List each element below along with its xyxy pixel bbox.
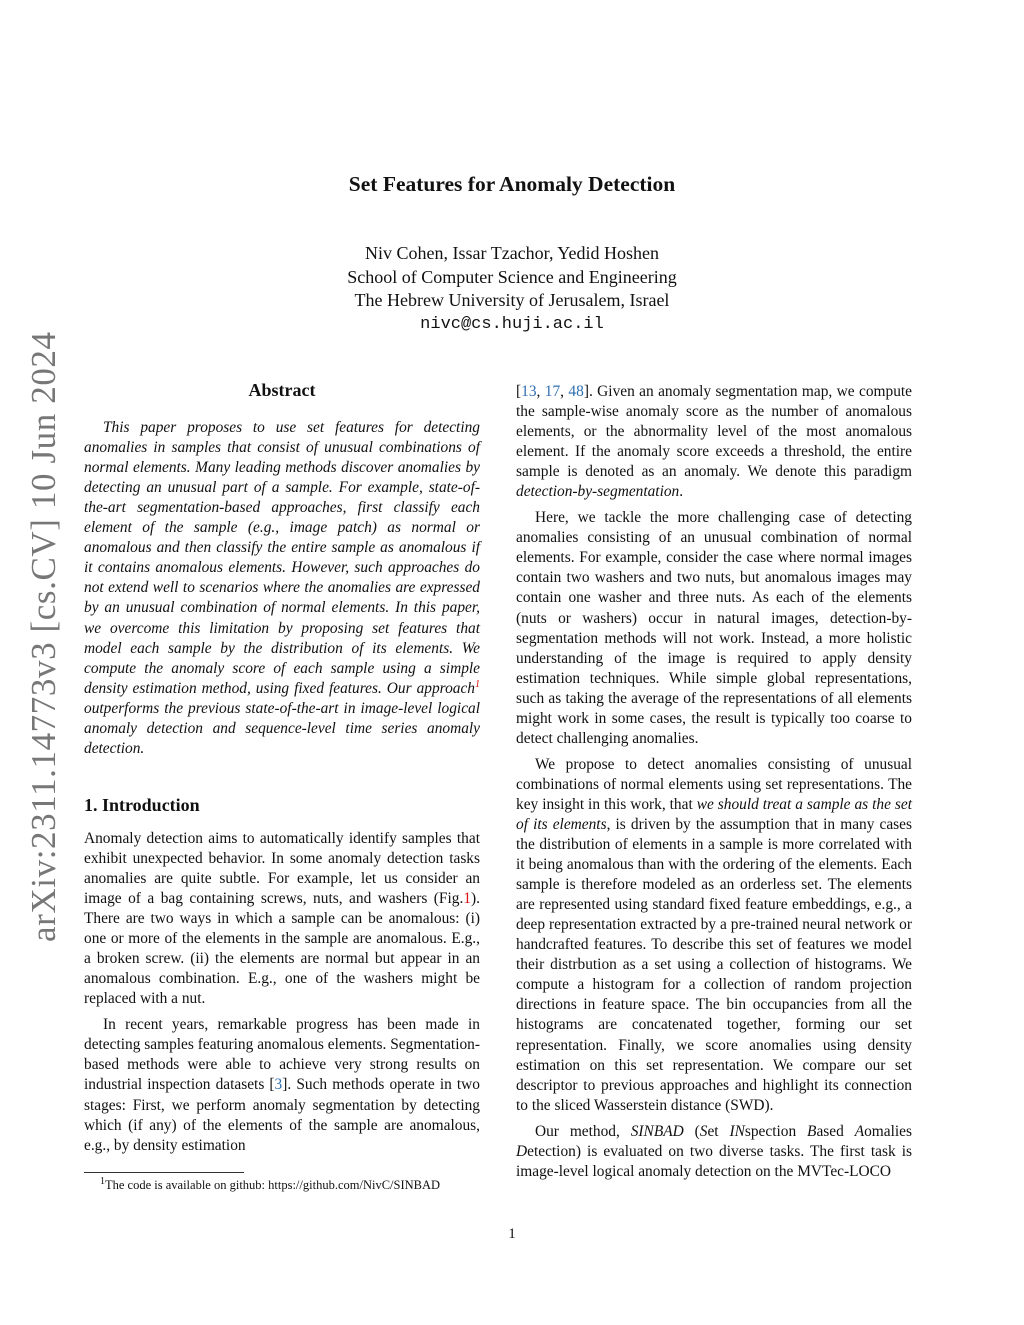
author-names: Niv Cohen, Issar Tzachor, Yedid Hoshen bbox=[365, 243, 659, 263]
right-p1-text: ]. Given an anomaly segmentation map, we compute the sample-wise anomaly score as the number of anomalous elements, or the abnormality level of the most anomalous element. If the anomaly score exceeds a threshold, the entire sample is denoted as an anomaly. We denote this paradigm bbox=[516, 383, 912, 481]
right-p1-end: . bbox=[679, 483, 684, 501]
text-run: omalies bbox=[864, 1122, 912, 1140]
citation-separator: , bbox=[560, 383, 569, 400]
acronym-letter: A bbox=[854, 1122, 865, 1140]
author-school: School of Computer Science and Engineering bbox=[347, 266, 677, 287]
citation-link[interactable]: 48 bbox=[568, 383, 584, 400]
acronym-letter: D bbox=[516, 1142, 528, 1160]
author-university: The Hebrew University of Jerusalem, Israel bbox=[354, 290, 670, 310]
footnote-number: 1 bbox=[100, 1175, 105, 1187]
bracket-open: [ bbox=[516, 383, 522, 400]
right-p3-text: We propose to detect anomalies consisting of unusual combinations of normal elements using set representations. The key insight in this work, that bbox=[516, 755, 912, 813]
abstract-body-end: outperforms the previous state-of-the-art in image-level logical anomaly detection and sequence-level time series anomaly detection. bbox=[84, 699, 480, 757]
footnote-marker[interactable]: 1 bbox=[475, 678, 480, 690]
emphasis-term: detection-by-segmentation bbox=[516, 483, 680, 501]
method-name: SINBAD bbox=[630, 1122, 684, 1140]
left-column bbox=[84, 380, 480, 1156]
right-paragraph-2: Here, we tackle the more challenging case of detecting anomalies consisting of an unusual combination of normal elements. For example, consider the case where normal images contain two washers and two nuts, but anomalous images may contain one washer and three nuts. As each of the elements (nuts or washers) occur in natural images, detection-by-segmentation methods will not work. Instead, a more holistic understanding of the image is required to apply density estimation techniques. While simple global representations, such as taking the average of the representations of all elements might work in some cases, the result is typically too coarse to detect challenging anomalies. bbox=[516, 509, 912, 747]
abstract-body: This paper proposes to use set features for detecting anomalies in samples that consist of unusual combinations of normal elements. Many leading methods discover anomalies by detecting an unusual part of a sample. For example, state-of-the-art segmentation-based approaches, first classify each element of the sample (e.g., image patch) as normal or anomalous and then classify the entire sample as anomalous if it contains anomalous elements. However, such approaches do not extend well to scenarios where the anomalies are expressed by an unusual combination of normal elements. In this paper, we overcome this limitation by proposing set features that model each sample by the distribution of its elements. We compute the anomaly score of each sample using a simple density estimation method, using fixed features. Our approach bbox=[84, 419, 480, 697]
intro-p2-text: In recent years, remarkable progress has been made in detecting samples featuring anomalous elements. Segmentation-based methods were able to achieve very strong results on industrial inspection datasets [ bbox=[84, 1016, 480, 1094]
intro-paragraph-1 bbox=[84, 829, 480, 1009]
right-column bbox=[516, 382, 912, 1182]
emphasis-key-insight: we should treat a sample as the set of its elements bbox=[516, 795, 912, 833]
text-run: ( bbox=[683, 1122, 700, 1140]
author-block bbox=[0, 242, 1024, 336]
intro-p1-text-end: ). There are two ways in which a sample can be anomalous: (i) one or more of the elements in the sample are anomalous. E.g., a broken screw. (ii) the elements are normal but appear in an anomalous combination. E.g., one of the washers might be replaced with a nut. bbox=[84, 890, 480, 1008]
acronym-letter: B bbox=[807, 1122, 817, 1140]
right-paragraph-1 bbox=[516, 382, 912, 502]
text-run: Our method, bbox=[535, 1122, 631, 1140]
figure-reference-link[interactable]: 1 bbox=[463, 890, 472, 908]
paper-title: Set Features for Anomaly Detection bbox=[348, 172, 676, 196]
citation-link[interactable]: 17 bbox=[544, 383, 561, 400]
page-number: 1 bbox=[508, 1226, 516, 1242]
author-email[interactable]: nivc@cs.huji.ac.il bbox=[420, 314, 604, 334]
footnote-divider bbox=[84, 1172, 244, 1173]
footnote bbox=[100, 1175, 441, 1193]
footnote-text[interactable]: The code is available on github: https://github.com/NivC/SINBAD bbox=[105, 1178, 441, 1192]
text-run: ased bbox=[816, 1122, 855, 1140]
arxiv-identifier-stamp: arXiv:2311.14773v3 [cs.CV] 10 Jun 2024 bbox=[24, 331, 63, 942]
acronym-letter: S bbox=[699, 1122, 708, 1140]
citation-link[interactable]: 13 bbox=[521, 383, 537, 400]
intro-paragraph-2 bbox=[84, 1015, 480, 1155]
intro-p1-text: Anomaly detection aims to automatically identify samples that exhibit unexpected behavior. In some anomaly detection tasks anomalies are quite subtle. For example, let us consider an image of a bag containing screws, nuts, and washers (Fig. bbox=[84, 829, 480, 908]
right-paragraph-4 bbox=[516, 1122, 912, 1182]
text-run: spection bbox=[744, 1122, 808, 1140]
citation-separator: , bbox=[536, 383, 545, 400]
intro-p2-text-end: ]. Such methods operate in two stages: First, we perform anomaly segmentation by detecting which (if any) of the elements of the sample are anomalous, e.g., by density estimation bbox=[84, 1076, 480, 1154]
right-p3-text-end: , is driven by the assumption that in many cases the distribution of elements in a sample is more correlated with it being anomalous than with the ordering of the elements. Each sample is therefore modeled as an orderless set. The elements are represented using standard fixed feature embeddings, e.g., a deep representation extracted by a pre-trained neural network or handcrafted features. To describe this set of features we model their distrbution as a set using a collection of histograms. We compute a histogram for a collection of random projection directions in feature space. The bin occupancies from all the histograms are concatenated together, forming our set representation. Finally, we score anomalies using density estimation on this set representation. We compare our set descriptor to previous approaches and highlight its connection to the sliced Wasserstein distance (SWD). bbox=[516, 815, 912, 1114]
text-run: etection) is evaluated on two diverse tasks. The first task is image-level logical anomaly detection on the MVTec-LOCO bbox=[516, 1142, 912, 1180]
abstract-text bbox=[84, 418, 480, 759]
acronym-letter: IN bbox=[729, 1122, 745, 1140]
right-paragraph-3 bbox=[516, 755, 912, 1116]
abstract-heading: Abstract bbox=[248, 380, 316, 400]
citation-link[interactable]: 3 bbox=[274, 1076, 283, 1094]
section-heading-introduction: 1. Introduction bbox=[84, 794, 200, 815]
text-run: et bbox=[707, 1122, 730, 1140]
